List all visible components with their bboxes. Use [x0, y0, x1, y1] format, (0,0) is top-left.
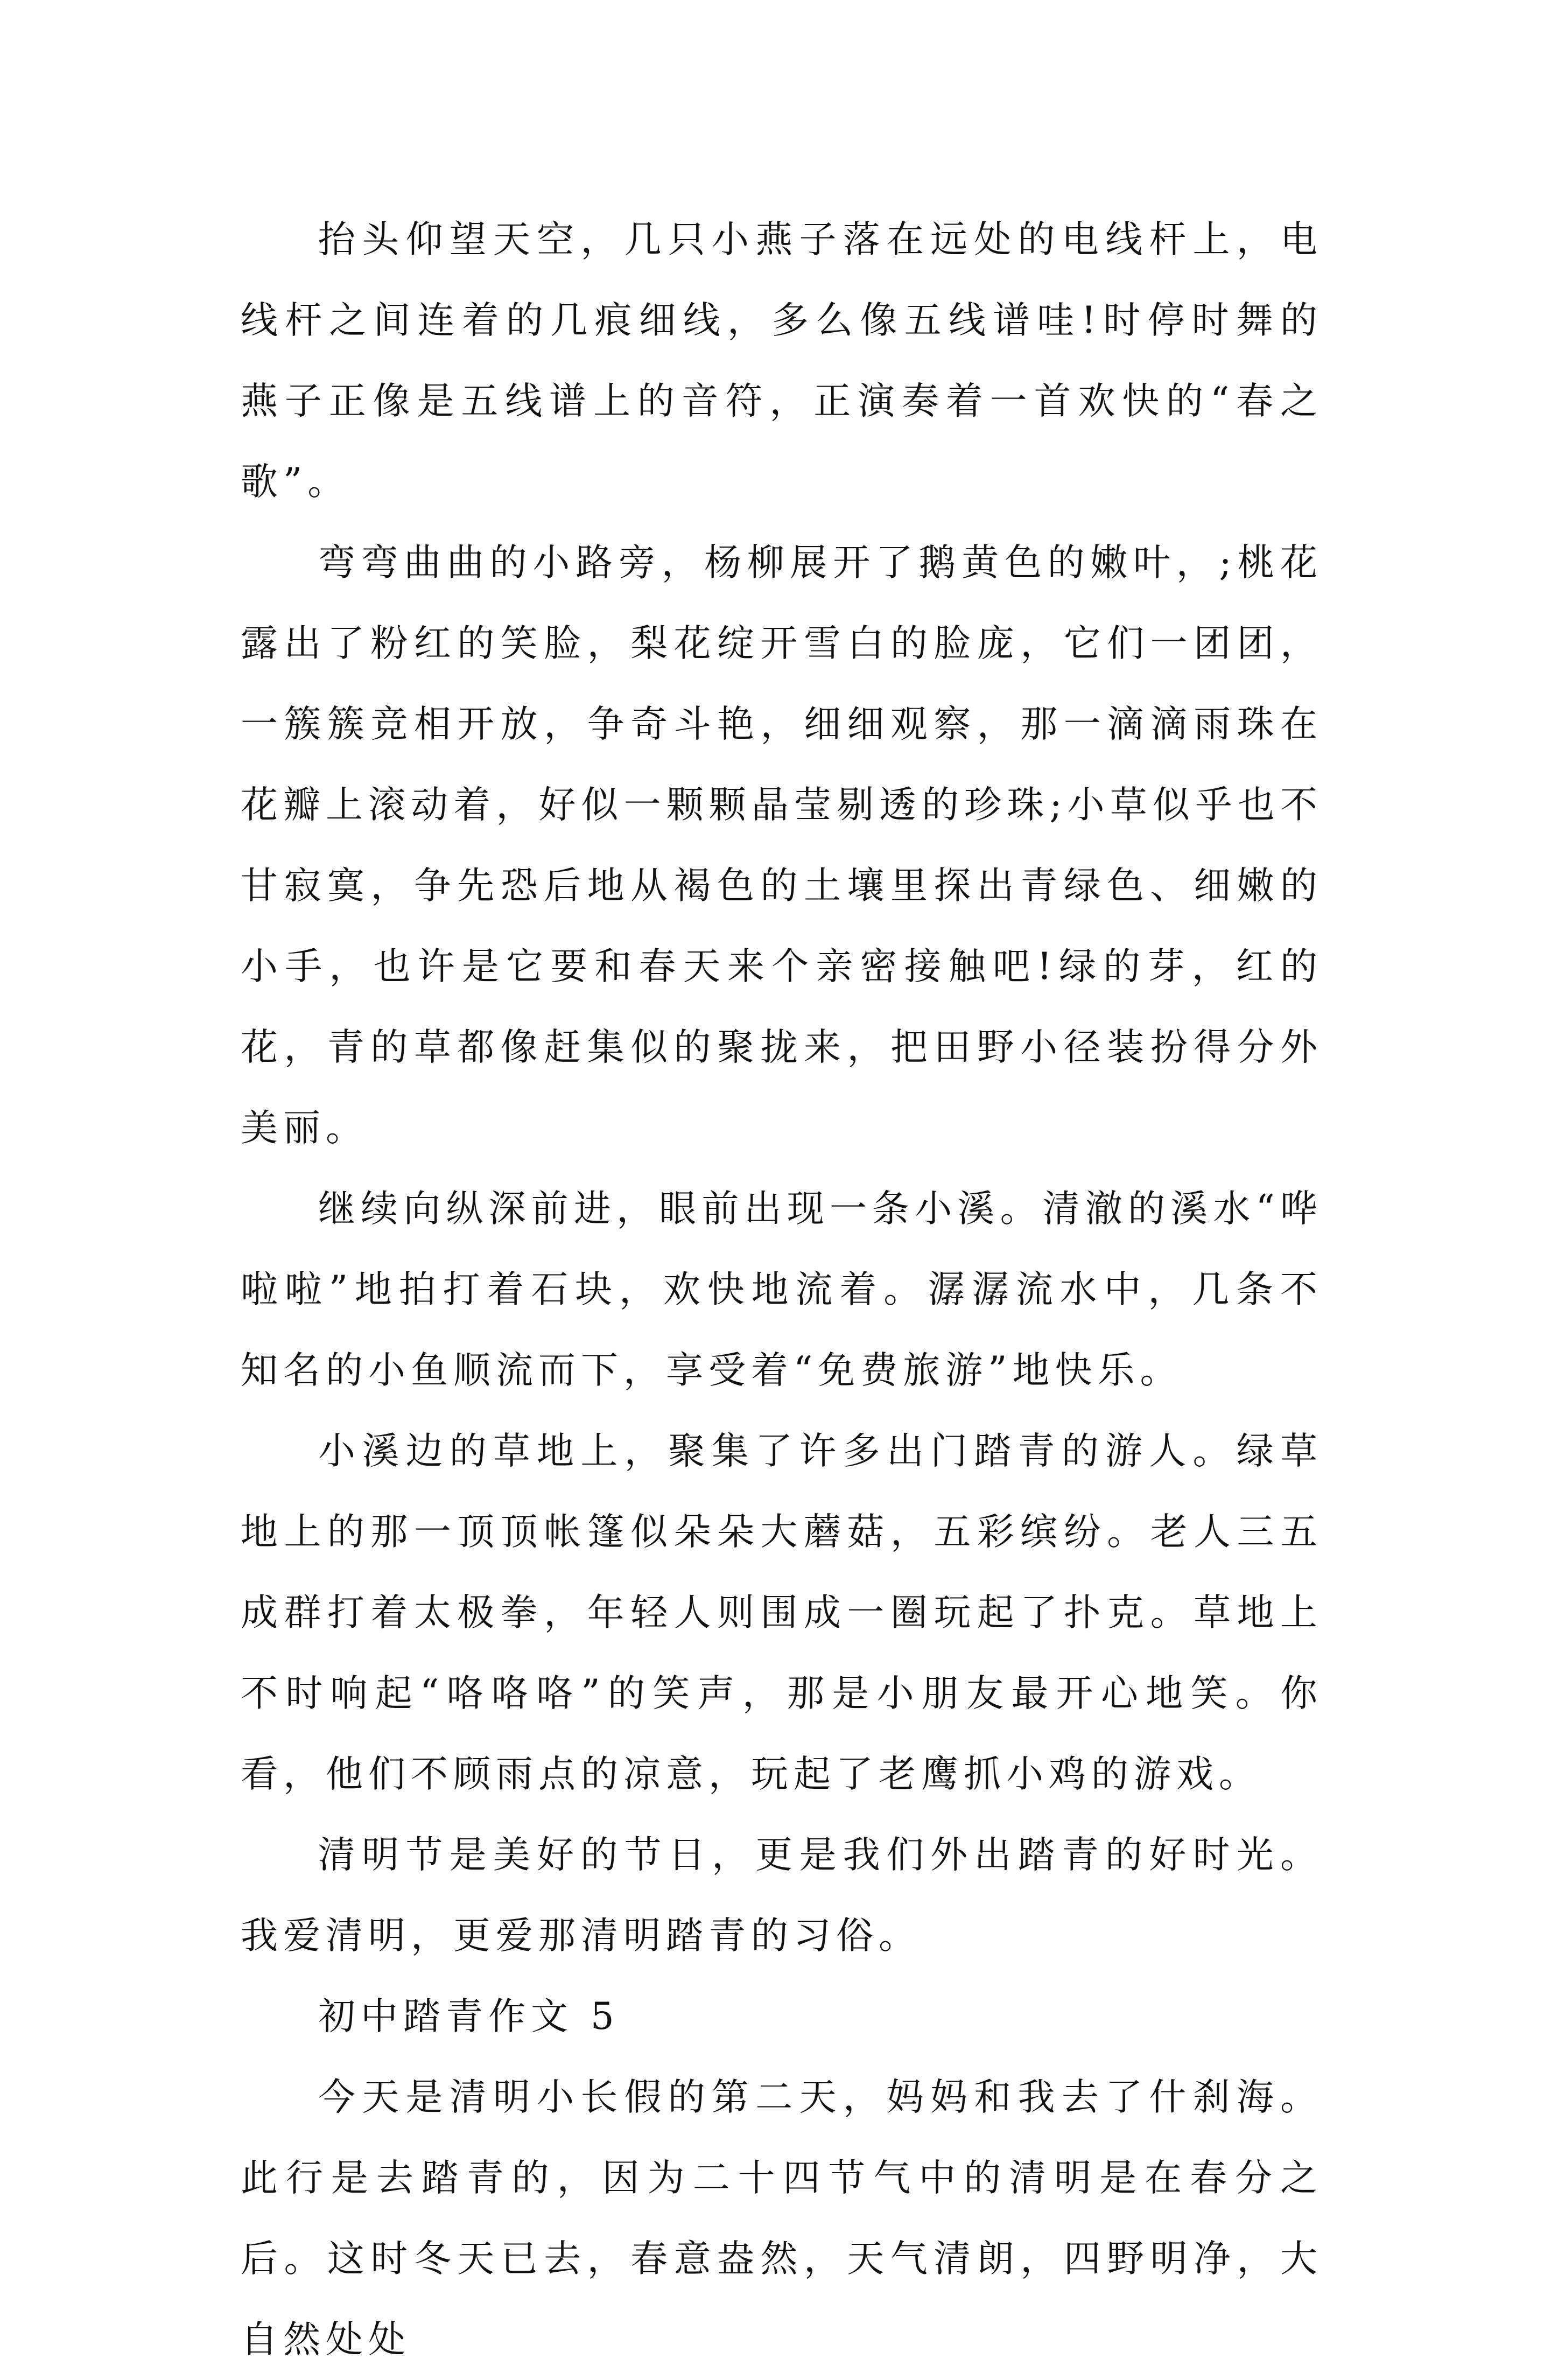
paragraph-swallows: 抬头仰望天空，几只小燕子落在远处的电线杆上，电线杆之间连着的几痕细线，多么像五线谱哇!时停时舞的燕子正像是五线谱上的音符，正演奏着一首欢快的“春之歌”。	[241, 218, 1323, 503]
paragraph-shichahai: 今天是清明小长假的第二天，妈妈和我去了什刹海。此行是去踏青的，因为二十四节气中的清明是在春分之后。这时冬天已去，春意盎然，天气清朗，四野明净，大自然处处	[241, 2076, 1323, 2361]
paragraph-stream: 继续向纵深前进，眼前出现一条小溪。清澈的溪水“哗啦啦”地拍打着石块，欢快地流着。潺潺流水中，几条不知名的小鱼顺流而下，享受着“免费旅游”地快乐。	[241, 1187, 1323, 1392]
document-body	[241, 199, 1323, 2380]
paragraph-qingming: 清明节是美好的节日，更是我们外出踏青的好时光。我爱清明，更爱那清明踏青的习俗。	[241, 1833, 1323, 1957]
paragraph-path-flowers: 弯弯曲曲的小路旁，杨柳展开了鹅黄色的嫩叶，;桃花露出了粉红的笑脸，梨花绽开雪白的脸庞，它们一团团，一簇簇竞相开放，争奇斗艳，细细观察，那一滴滴雨珠在花瓣上滚动着，好似一颗颗晶莹剔透的珍珠;小草似乎也不甘寂寞，争先恐后地从褐色的土壤里探出青绿色、细嫩的小手，也许是它要和春天来个亲密接触吧!绿的芽，红的花，青的草都像赶集似的聚拢来，把田野小径装扮得分外美丽。	[241, 541, 1323, 1150]
paragraph-meadow: 小溪边的草地上，聚集了许多出门踏青的游人。绿草地上的那一顶顶帐篷似朵朵大蘑菇，五彩缤纷。老人三五成群打着太极拳，年轻人则围成一圈玩起了扑克。草地上不时响起“咯咯咯”的笑声，那是小朋友最开心地笑。你看，他们不顾雨点的凉意，玩起了老鹰抓小鸡的游戏。	[241, 1430, 1323, 1796]
section-title: 初中踏青作文 5	[318, 1995, 620, 2038]
